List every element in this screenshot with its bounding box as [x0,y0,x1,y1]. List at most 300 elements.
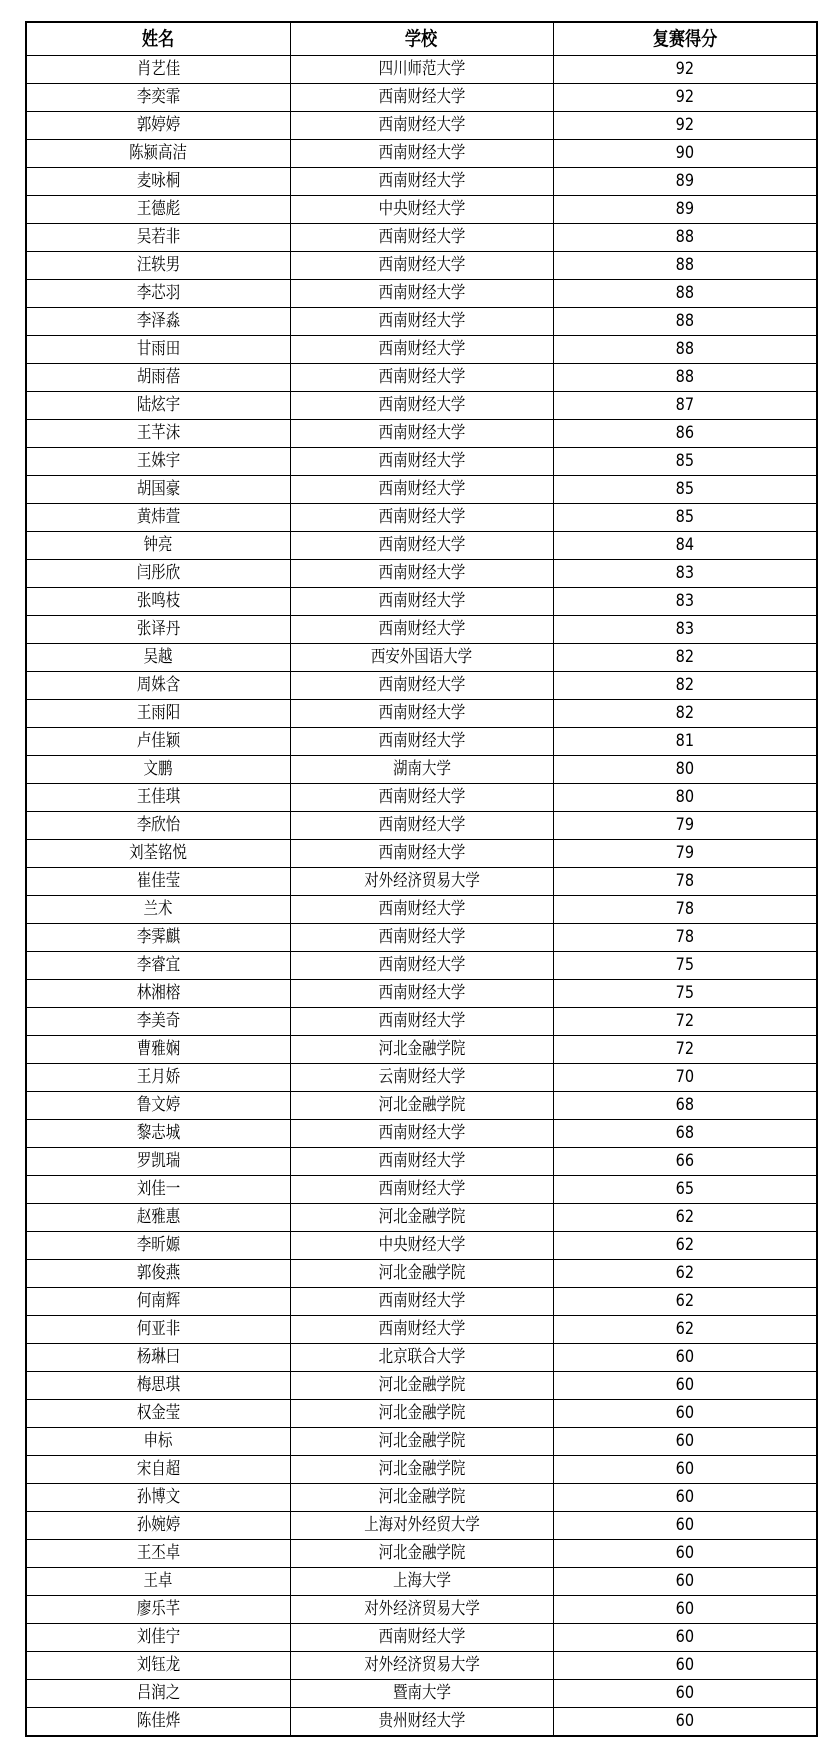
cell-score-text: 60 [675,1571,694,1591]
cell-name [26,196,290,224]
cell-name [26,1204,290,1232]
cell-school-text: 西南财经大学 [378,171,465,191]
table-row [26,812,817,840]
cell-score [553,700,817,728]
table-row [26,1540,817,1568]
cell-score [553,1372,817,1400]
cell-name-text: 肖艺佳 [136,59,180,79]
table-row [26,1232,817,1260]
table-row [26,224,817,252]
cell-school-text: 河北金融学院 [378,1403,465,1423]
cell-score [553,1316,817,1344]
cell-name [26,1092,290,1120]
cell-score [553,1400,817,1428]
cell-school [290,1428,553,1456]
cell-score-text: 83 [675,563,694,583]
cell-name [26,448,290,476]
cell-score-text: 60 [675,1403,694,1423]
cell-school-text: 西南财经大学 [378,563,465,583]
cell-school [290,1708,553,1737]
cell-name-text: 吴越 [143,647,173,667]
cell-school-text: 西南财经大学 [378,1627,465,1647]
cell-school-text: 西南财经大学 [378,1179,465,1199]
table-row [26,280,817,308]
cell-school [290,308,553,336]
cell-score-text: 88 [675,283,694,303]
table-row [26,1428,817,1456]
cell-school-text: 西南财经大学 [378,1123,465,1143]
cell-school [290,252,553,280]
table-row [26,840,817,868]
cell-name-text: 李泽淼 [136,311,180,331]
cell-score [553,1540,817,1568]
cell-school-text: 西南财经大学 [378,423,465,443]
cell-school [290,560,553,588]
table-row [26,700,817,728]
cell-name-text: 曹雅娴 [136,1039,180,1059]
cell-name-text: 王姝宇 [136,451,180,471]
cell-name-text: 闫彤欣 [136,563,180,583]
cell-school-text: 贵州财经大学 [378,1711,465,1731]
cell-school-text: 四川师范大学 [378,59,465,79]
cell-name [26,1288,290,1316]
table-row [26,448,817,476]
cell-school [290,392,553,420]
cell-score [553,84,817,112]
cell-school [290,476,553,504]
cell-school [290,1204,553,1232]
cell-name [26,56,290,84]
cell-name-text: 黄炜萱 [136,507,180,527]
cell-name-text: 王德彪 [136,199,180,219]
cell-name-text: 何亚非 [136,1319,180,1339]
cell-score [553,476,817,504]
cell-name [26,952,290,980]
cell-school [290,1064,553,1092]
cell-school [290,420,553,448]
cell-name-text: 刘佳一 [136,1179,180,1199]
cell-school [290,700,553,728]
cell-school-text: 西南财经大学 [378,451,465,471]
cell-score [553,1176,817,1204]
cell-name-text: 李霁麒 [136,927,180,947]
table-row [26,1260,817,1288]
cell-score-text: 88 [675,339,694,359]
table-row [26,784,817,812]
cell-name-text: 甘雨田 [136,339,180,359]
cell-name-text: 廖乐芊 [136,1599,180,1619]
cell-score-text: 92 [675,87,694,107]
cell-score [553,56,817,84]
table-row [26,1512,817,1540]
cell-name [26,980,290,1008]
table-row [26,588,817,616]
cell-score [553,1148,817,1176]
cell-name-text: 宋自超 [136,1459,180,1479]
score-table [25,21,818,1737]
table-row [26,1092,817,1120]
cell-name [26,560,290,588]
cell-name [26,112,290,140]
cell-name [26,1484,290,1512]
cell-name [26,1456,290,1484]
cell-score-text: 75 [675,955,694,975]
cell-score [553,728,817,756]
cell-name-text: 申标 [143,1431,173,1451]
cell-school [290,1456,553,1484]
cell-name [26,924,290,952]
cell-score [553,1652,817,1680]
cell-school-text: 西南财经大学 [378,339,465,359]
table-row [26,1120,817,1148]
cell-school [290,1008,553,1036]
cell-name [26,1568,290,1596]
cell-score [553,1092,817,1120]
table-row [26,140,817,168]
cell-score [553,1512,817,1540]
cell-name-text: 李睿宜 [136,955,180,975]
cell-school-text: 河北金融学院 [378,1459,465,1479]
cell-name-text: 李奕霏 [136,87,180,107]
cell-name-text: 李昕嫄 [136,1235,180,1255]
table-row [26,112,817,140]
table-row [26,1288,817,1316]
cell-name [26,1232,290,1260]
cell-score-text: 62 [675,1319,694,1339]
cell-name [26,308,290,336]
cell-name-text: 吕润之 [136,1683,180,1703]
cell-name-text: 鲁文婷 [136,1095,180,1115]
cell-score [553,1008,817,1036]
cell-school-text: 西南财经大学 [378,227,465,247]
cell-name-text: 王月娇 [136,1067,180,1087]
cell-name [26,644,290,672]
cell-score [553,196,817,224]
table-row [26,308,817,336]
cell-school [290,1120,553,1148]
cell-score-text: 72 [675,1039,694,1059]
cell-score-text: 62 [675,1235,694,1255]
cell-school [290,868,553,896]
cell-score [553,1680,817,1708]
cell-name [26,616,290,644]
cell-school-text: 暨南大学 [392,1683,451,1703]
cell-name [26,1512,290,1540]
cell-school-text: 中央财经大学 [378,199,465,219]
cell-name-text: 刘钰龙 [136,1655,180,1675]
cell-score-text: 85 [675,451,694,471]
cell-school [290,980,553,1008]
cell-school [290,1092,553,1120]
cell-school [290,1036,553,1064]
cell-school [290,896,553,924]
cell-school [290,840,553,868]
cell-school [290,364,553,392]
cell-name-text: 孙婉婷 [136,1515,180,1535]
cell-school-text: 河北金融学院 [378,1039,465,1059]
cell-score-text: 65 [675,1179,694,1199]
cell-score [553,1568,817,1596]
cell-school [290,504,553,532]
cell-school-text: 河北金融学院 [378,1263,465,1283]
cell-score-text: 66 [675,1151,694,1171]
cell-score-text: 60 [675,1683,694,1703]
cell-school-text: 对外经济贸易大学 [363,1599,480,1619]
cell-school-text: 西南财经大学 [378,675,465,695]
cell-school [290,644,553,672]
cell-school-text: 西南财经大学 [378,927,465,947]
cell-score [553,112,817,140]
cell-school-text: 西南财经大学 [378,955,465,975]
cell-score-text: 78 [675,927,694,947]
cell-name-text: 张译丹 [136,619,180,639]
cell-school-text: 河北金融学院 [378,1487,465,1507]
table-row [26,196,817,224]
cell-name-text: 权金莹 [136,1403,180,1423]
cell-score-text: 81 [675,731,694,751]
cell-score-text: 86 [675,423,694,443]
table-row [26,252,817,280]
cell-school [290,448,553,476]
cell-name-text: 王雨阳 [136,703,180,723]
cell-school [290,1232,553,1260]
cell-score-text: 70 [675,1067,694,1087]
cell-score-text: 84 [675,535,694,555]
table-row [26,1344,817,1372]
cell-score-text: 80 [675,759,694,779]
table-row [26,364,817,392]
cell-score-text: 62 [675,1207,694,1227]
cell-score [553,308,817,336]
cell-school-text: 西南财经大学 [378,143,465,163]
table-row [26,1568,817,1596]
cell-school [290,1176,553,1204]
cell-name-text: 崔佳莹 [136,871,180,891]
cell-name [26,1652,290,1680]
cell-school [290,1372,553,1400]
cell-name [26,1596,290,1624]
cell-score [553,1036,817,1064]
table-row [26,1456,817,1484]
cell-name-text: 陆炫宇 [136,395,180,415]
cell-score [553,1260,817,1288]
cell-school-text: 中央财经大学 [378,1235,465,1255]
cell-score-text: 62 [675,1263,694,1283]
cell-name [26,784,290,812]
cell-name [26,1708,290,1737]
cell-school-text: 西南财经大学 [378,479,465,499]
table-row [26,1204,817,1232]
cell-name-text: 周姝含 [136,675,180,695]
cell-school-text: 河北金融学院 [378,1095,465,1115]
cell-name [26,1064,290,1092]
cell-school [290,952,553,980]
cell-score-text: 82 [675,703,694,723]
cell-score-text: 87 [675,395,694,415]
cell-name [26,812,290,840]
table-row [26,1316,817,1344]
cell-school [290,728,553,756]
cell-school [290,1596,553,1624]
cell-score-text: 78 [675,871,694,891]
cell-name [26,1036,290,1064]
cell-score-text: 60 [675,1431,694,1451]
header-score [553,22,817,56]
cell-score-text: 60 [675,1347,694,1367]
table-row [26,1652,817,1680]
cell-school [290,168,553,196]
cell-score-text: 82 [675,647,694,667]
table-row [26,476,817,504]
table-row [26,420,817,448]
cell-name [26,1120,290,1148]
cell-score-text: 68 [675,1095,694,1115]
table-row [26,168,817,196]
cell-name-text: 郭婷婷 [136,115,180,135]
cell-score [553,364,817,392]
cell-name-text: 黎志城 [136,1123,180,1143]
cell-school-text: 西南财经大学 [378,535,465,555]
cell-school [290,1680,553,1708]
cell-name-text: 赵雅惠 [136,1207,180,1227]
cell-school [290,532,553,560]
table-row [26,1596,817,1624]
cell-name-text: 汪轶男 [136,255,180,275]
cell-score [553,420,817,448]
cell-score-text: 92 [675,59,694,79]
cell-score [553,224,817,252]
cell-name-text: 何南辉 [136,1291,180,1311]
cell-name [26,1344,290,1372]
cell-school-text: 西安外国语大学 [370,647,473,667]
cell-score [553,896,817,924]
cell-school-text: 上海大学 [392,1571,451,1591]
cell-score [553,1484,817,1512]
cell-school [290,196,553,224]
cell-school-text: 西南财经大学 [378,731,465,751]
cell-school-text: 西南财经大学 [378,899,465,919]
cell-name-text: 陈颍高洁 [129,143,188,163]
cell-name-text: 李美奇 [136,1011,180,1031]
table-row [26,84,817,112]
cell-school-text: 西南财经大学 [378,983,465,1003]
cell-score-text: 62 [675,1291,694,1311]
cell-name-text: 刘佳宁 [136,1627,180,1647]
cell-name-text: 王佳琪 [136,787,180,807]
cell-score-text: 82 [675,675,694,695]
cell-name-text: 钟亮 [143,535,173,555]
cell-school [290,1540,553,1568]
cell-score-text: 88 [675,311,694,331]
cell-school [290,224,553,252]
cell-school-text: 西南财经大学 [378,367,465,387]
cell-score [553,1344,817,1372]
cell-school [290,784,553,812]
cell-school-text: 西南财经大学 [378,283,465,303]
cell-school-text: 西南财经大学 [378,507,465,527]
cell-school [290,812,553,840]
cell-name-text: 罗凯瑞 [136,1151,180,1171]
cell-school-text: 西南财经大学 [378,843,465,863]
table-row [26,560,817,588]
cell-school [290,672,553,700]
cell-name [26,140,290,168]
table-row [26,1484,817,1512]
cell-name-text: 王丕卓 [136,1543,180,1563]
cell-score [553,1428,817,1456]
cell-name [26,280,290,308]
cell-name-text: 王卓 [143,1571,173,1591]
cell-name [26,504,290,532]
cell-school [290,140,553,168]
cell-school-text: 对外经济贸易大学 [363,1655,480,1675]
cell-school-text: 河北金融学院 [378,1543,465,1563]
cell-score-text: 83 [675,591,694,611]
table-row [26,392,817,420]
cell-school-text: 湖南大学 [392,759,451,779]
cell-name [26,1176,290,1204]
cell-score [553,840,817,868]
cell-score [553,504,817,532]
cell-score [553,560,817,588]
header-row [26,22,817,56]
cell-name [26,868,290,896]
cell-name [26,1624,290,1652]
cell-school-text: 西南财经大学 [378,255,465,275]
cell-name [26,392,290,420]
cell-score [553,924,817,952]
cell-name [26,1008,290,1036]
cell-score-text: 92 [675,115,694,135]
header-score-text: 复赛得分 [652,27,718,50]
cell-school [290,1568,553,1596]
cell-name-text: 卢佳颖 [136,731,180,751]
cell-name [26,336,290,364]
cell-score-text: 83 [675,619,694,639]
cell-score-text: 60 [675,1515,694,1535]
cell-school-text: 河北金融学院 [378,1375,465,1395]
table-row [26,980,817,1008]
cell-name [26,1316,290,1344]
table-row [26,616,817,644]
cell-school [290,336,553,364]
cell-school [290,280,553,308]
cell-score [553,952,817,980]
table-row [26,644,817,672]
cell-score-text: 60 [675,1711,694,1731]
cell-score [553,532,817,560]
cell-school-text: 西南财经大学 [378,115,465,135]
cell-school-text: 对外经济贸易大学 [363,871,480,891]
cell-score [553,588,817,616]
cell-score [553,1456,817,1484]
cell-school [290,1260,553,1288]
cell-score [553,644,817,672]
cell-school-text: 西南财经大学 [378,787,465,807]
cell-score [553,1708,817,1737]
cell-score-text: 89 [675,171,694,191]
cell-name [26,420,290,448]
cell-name [26,672,290,700]
cell-name-text: 王芊沫 [136,423,180,443]
header-name-text: 姓名 [142,27,175,50]
cell-school [290,84,553,112]
cell-score [553,448,817,476]
cell-school-text: 西南财经大学 [378,619,465,639]
cell-score-text: 79 [675,815,694,835]
cell-name-text: 兰术 [143,899,173,919]
cell-school [290,112,553,140]
